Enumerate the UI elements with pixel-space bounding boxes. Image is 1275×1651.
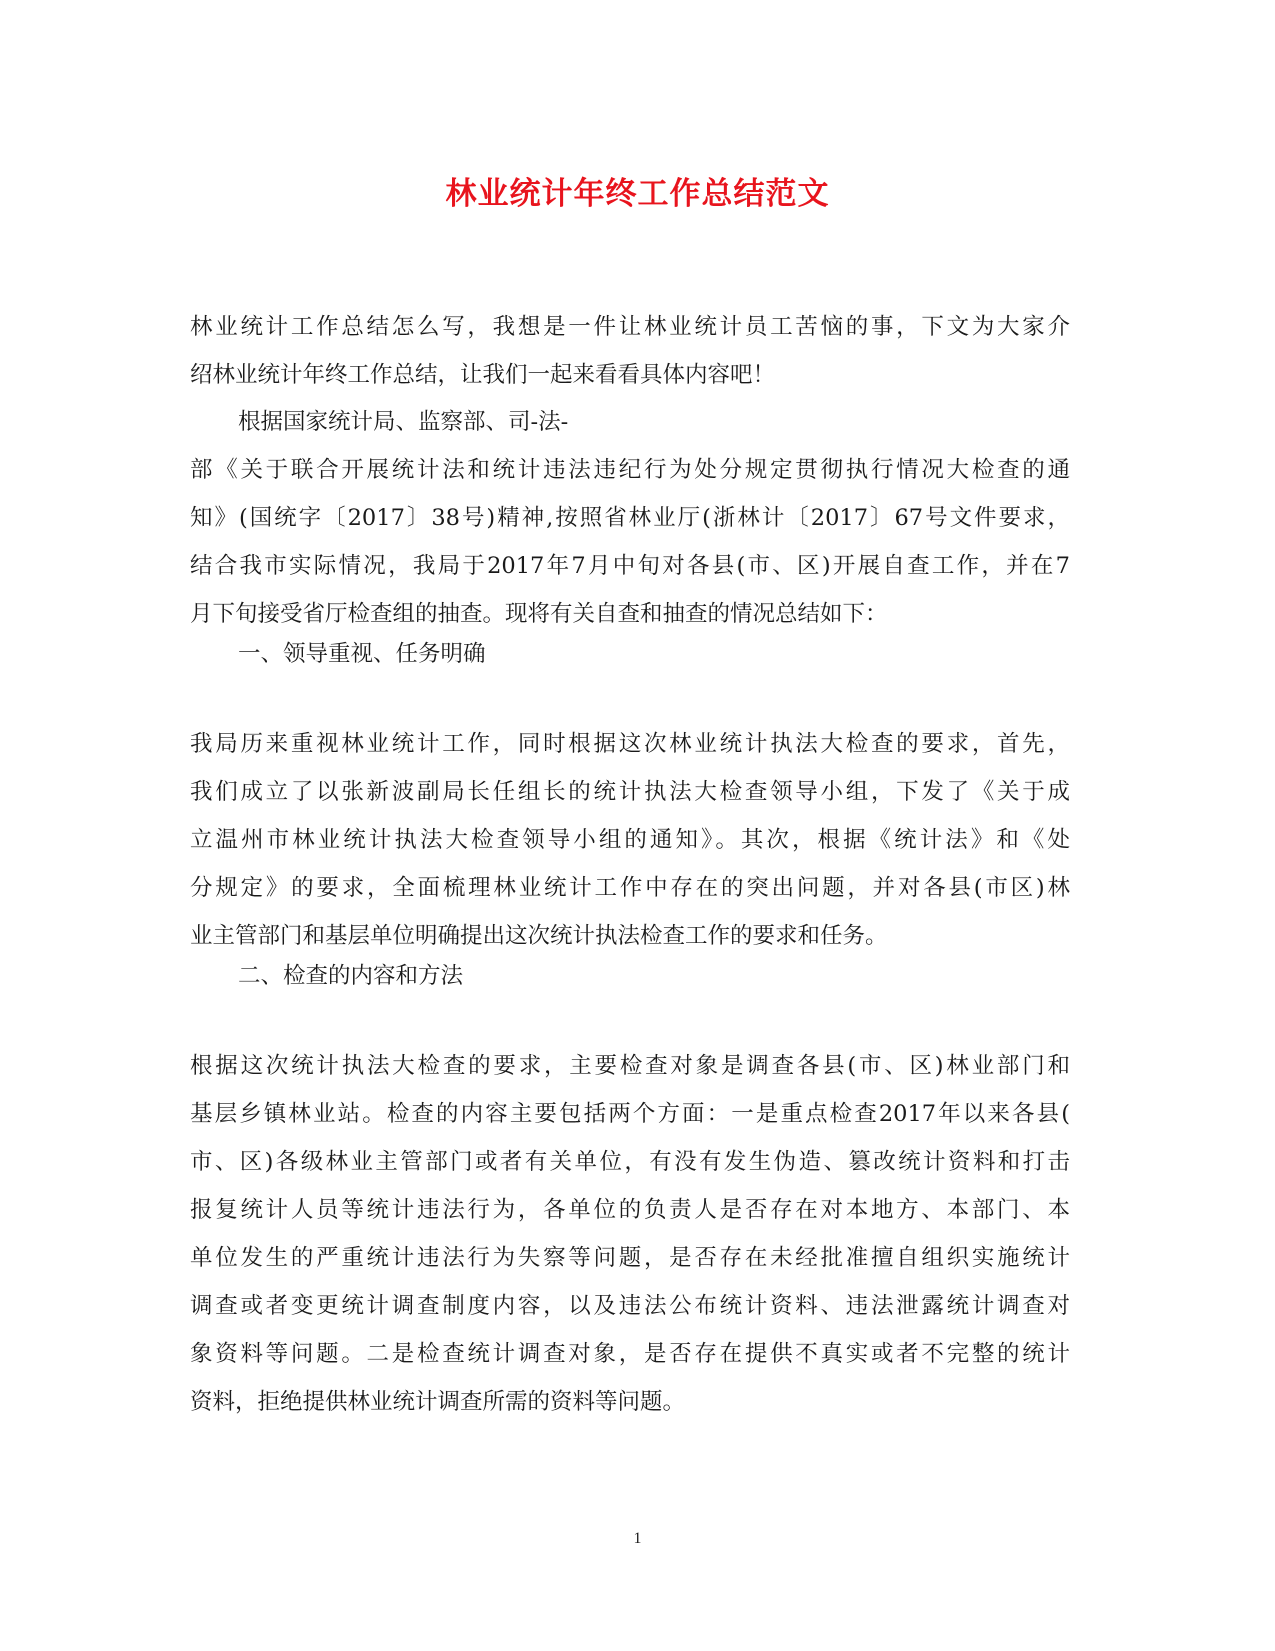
- document-title: 林业统计年终工作总结范文: [445, 176, 830, 212]
- text-line: 单位发生的严重统计违法行为失察等问题，是否存在未经批准擅自组织实施统计: [190, 1245, 1070, 1271]
- text-line: 业主管部门和基层单位明确提出这次统计执法检查工作的要求和任务。: [190, 923, 888, 949]
- text-line: 资料，拒绝提供林业统计调查所需的资料等问题。: [190, 1389, 686, 1415]
- text-line: 结合我市实际情况，我局于2017年7月中旬对各县(市、区)开展自查工作，并在7: [190, 553, 1070, 579]
- text-line: 报复统计人员等统计违法行为，各单位的负责人是否存在对本地方、本部门、本: [190, 1197, 1070, 1223]
- section-heading-1: [190, 630, 1070, 678]
- text-line: 分规定》的要求，全面梳理林业统计工作中存在的突出问题，并对各县(市区)林: [190, 875, 1070, 901]
- text-line: 基层乡镇林业站。检查的内容主要包括两个方面：一是重点检查2017年以来各县(: [190, 1101, 1070, 1127]
- text-line: 根据这次统计执法大检查的要求，主要检查对象是调查各县(市、区)林业部门和: [190, 1053, 1070, 1079]
- text-line: 知》(国统字〔2017〕38号)精神,按照省林业厅(浙林计〔2017〕67号文件要求，: [190, 505, 1070, 531]
- section-2-paragraph: [190, 1042, 1070, 1426]
- page-number: 1: [633, 1530, 642, 1547]
- text-line: 我局历来重视林业统计工作，同时根据这次林业统计执法大检查的要求，首先，: [190, 731, 1070, 757]
- text-line: 月下旬接受省厅检查组的抽查。现将有关自查和抽查的情况总结如下：: [190, 601, 888, 627]
- text-line: 立温州市林业统计执法大检查领导小组的通知》。其次，根据《统计法》和《处: [190, 827, 1070, 853]
- basis-paragraph: [190, 398, 1070, 638]
- text-line: 调查或者变更统计调查制度内容，以及违法公布统计资料、违法泄露统计调查对: [190, 1293, 1070, 1319]
- text-line: 林业统计工作总结怎么写，我想是一件让林业统计员工苦恼的事，下文为大家介: [190, 314, 1070, 340]
- intro-paragraph: [190, 303, 1070, 399]
- heading-text: 一、领导重视、任务明确: [238, 641, 486, 667]
- text-line: 市、区)各级林业主管部门或者有关单位，有没有发生伪造、篡改统计资料和打击: [190, 1149, 1070, 1175]
- section-heading-2: [190, 952, 1070, 1000]
- text-line: 根据国家统计局、监察部、司-法-: [238, 409, 569, 435]
- text-line: 绍林业统计年终工作总结，让我们一起来看看具体内容吧！: [190, 362, 776, 388]
- text-line: 象资料等问题。二是检查统计调查对象，是否存在提供不真实或者不完整的统计: [190, 1341, 1070, 1367]
- heading-text: 二、检查的内容和方法: [238, 963, 464, 989]
- text-line: 我们成立了以张新波副局长任组长的统计执法大检查领导小组，下发了《关于成: [190, 779, 1070, 805]
- text-line: 部《关于联合开展统计法和统计违法违纪行为处分规定贯彻执行情况大检查的通: [190, 457, 1070, 483]
- section-1-paragraph: [190, 720, 1070, 960]
